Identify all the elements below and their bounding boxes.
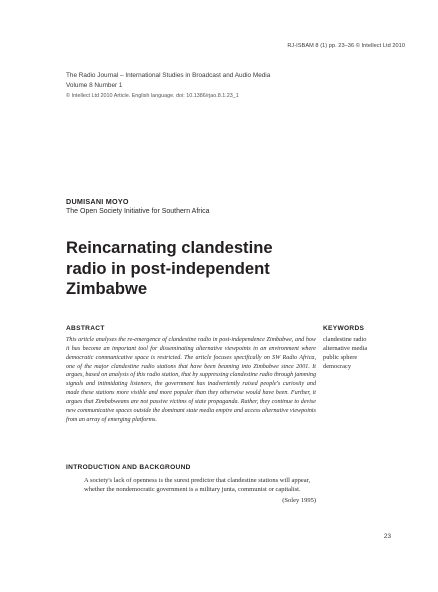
abstract-text: This article analyses the re-emergence of clandestine radio in post-independence Zimbabwe, and how it has become an important tool for disseminating alternative viewpoints in an environment where democratic communicative space is restricted. The article focuses specifically on SW Radio Africa, one of the major clandestine radio stations that have been beaming into Zimbabwe since 2001. It argues, based on analysis of this radio station, that by suppressing clandestine radio through jamming signals and intimidating listeners, the government has inadvertently raised people's curiosity and made these stations more visible and more popular than they otherwise would have been. Further, it argues that Zimbabweans are not passive victims of state propaganda. Rather, they continue to devise new communicative spaces outside the dominant state media empire and access alternative viewpoints from an array of emerging platforms. xyxy=(66,337,316,423)
abstract-section xyxy=(66,324,316,424)
author-affiliation: The Open Society Initiative for Southern Africa xyxy=(66,208,210,215)
keywords-section xyxy=(323,324,403,372)
introduction-heading: INTRODUCTION AND BACKGROUND xyxy=(66,464,191,471)
keyword-item: alternative media xyxy=(323,344,368,352)
abstract-heading: ABSTRACT xyxy=(66,325,105,332)
author-name: DUMISANI MOYO xyxy=(66,197,129,206)
keywords-heading: KEYWORDS xyxy=(323,325,365,332)
epigraph-quote: A society's lack of openness is the surest predictor that clandestine stations will appear, whether the nondemocratic government is a military junta, communist or capitalist. xyxy=(84,477,311,494)
title-line: Zimbabwe xyxy=(66,279,148,298)
keywords-list xyxy=(323,336,403,372)
journal-info xyxy=(66,71,366,101)
journal-volume: Volume 8 Number 1 xyxy=(66,82,123,89)
journal-name: The Radio Journal – International Studies in Broadcast and Audio Media xyxy=(66,72,271,79)
introduction-section xyxy=(66,463,316,504)
running-head: RJ-ISBAM 8 (1) pp. 23–36 © Intellect Ltd 2010 xyxy=(287,43,405,49)
title-line: radio in post-independent xyxy=(66,258,270,278)
epigraph-citation: (Soley 1995) xyxy=(282,496,316,504)
page-number: 23 xyxy=(383,533,391,540)
article-meta: © Intellect Ltd 2010 Article. English language. doi: 10.1386/rjao.8.1.23_1 xyxy=(66,93,239,99)
article-title xyxy=(66,238,346,300)
keyword-item: clandestine radio xyxy=(323,336,367,343)
author-block xyxy=(66,197,210,217)
keyword-item: democracy xyxy=(323,362,352,370)
title-line: Reincarnating clandestine xyxy=(66,238,273,257)
keyword-item: public sphere xyxy=(323,353,358,361)
